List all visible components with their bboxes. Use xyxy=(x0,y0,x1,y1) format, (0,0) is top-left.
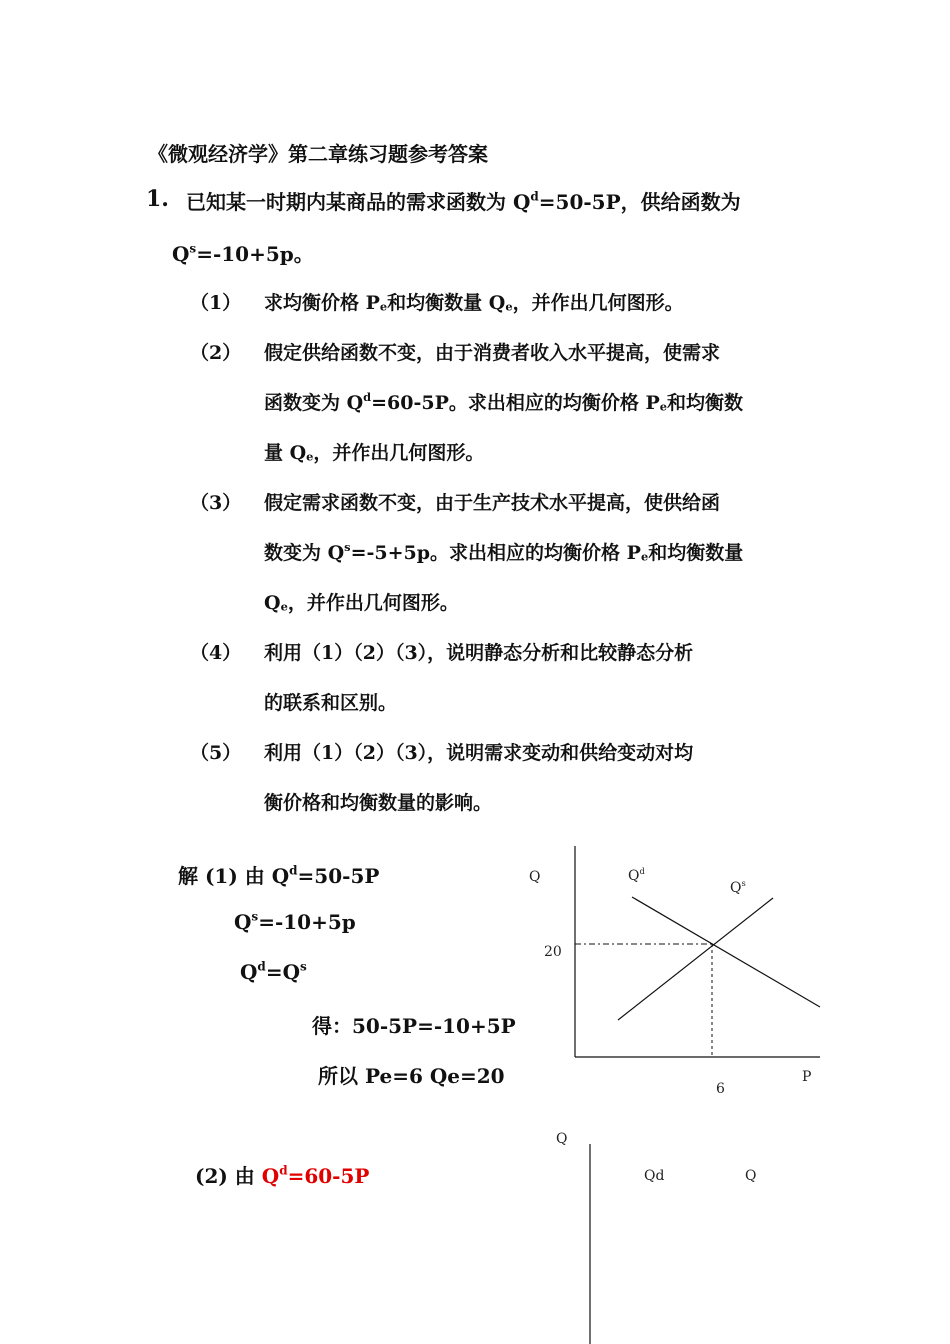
solution-1-line2: $Q^s=-10+5p$ xyxy=(234,909,356,934)
sub-question-5-line1: 利用（1）（2）（3），说明需求变动和供给变动对均 xyxy=(264,742,694,764)
sub-question-4-line1: 利用（1）（2）（3），说明静态分析和比较静态分析 xyxy=(264,642,694,664)
demand-curve-label: $Q^d$ xyxy=(628,866,645,884)
diagram-2-demand-label: Qd xyxy=(644,1168,665,1184)
solution-1-line3: $Q^d=Q^s$ xyxy=(240,959,307,984)
diagram-2-supply-label: Q xyxy=(745,1168,757,1184)
diagram-1-x-axis-label: P xyxy=(802,1069,812,1085)
sub-question-1-line1: 求均衡价格 $P_e$和均衡数量 $Q_e$，并作出几何图形。 xyxy=(264,292,684,314)
diagram-1-y-axis-label: Q xyxy=(529,869,541,885)
sub-question-2-line3: 量 $Q_e$，并作出几何图形。 xyxy=(264,442,485,464)
sub-question-4-line2: 的联系和区别。 xyxy=(264,692,398,714)
document-title: 《微观经济学》第二章练习题参考答案 xyxy=(148,142,488,166)
sub-question-number-1: （1） xyxy=(190,292,242,314)
sub-question-3-line2: 数变为 $Q^s=-5+5p$。求出相应的均衡价格 $P_e$和均衡数量 xyxy=(264,540,744,564)
question-text-line1: 已知某一时期内某商品的需求函数为 $Q^d=50-5P$，供给函数为 xyxy=(186,189,741,214)
sub-question-3-line1: 假定需求函数不变，由于生产技术水平提高，使供给函 xyxy=(264,492,721,514)
sub-question-5-line2: 衡价格和均衡数量的影响。 xyxy=(264,792,493,814)
question-number: 1. xyxy=(146,186,169,212)
diagram-2-y-axis-label: Q xyxy=(556,1131,568,1147)
sub-question-2-line1: 假定供给函数不变，由于消费者收入水平提高，使需求 xyxy=(264,342,721,364)
sub-question-2-line2: 函数变为 $Q^d=60-5P$。求出相应的均衡价格 $P_e$和均衡数 xyxy=(264,390,744,414)
sub-question-number-5: （5） xyxy=(190,742,242,764)
new-demand-function: $Q^d=60-5P$ xyxy=(261,1163,370,1188)
sub-question-number-4: （4） xyxy=(190,642,242,664)
supply-curve-label: $Q^s$ xyxy=(730,878,746,896)
x-tick-label: 6 xyxy=(716,1081,725,1097)
sub-question-number-2: （2） xyxy=(190,342,242,364)
solution-1-line1: 解 (1) 由 $Q^d=50-5P$ xyxy=(178,863,380,888)
sub-question-number-3: （3） xyxy=(190,492,242,514)
sub-question-3-line3: $Q_e$，并作出几何图形。 xyxy=(264,592,459,614)
question-text-line2: $Q^s=-10+5p$。 xyxy=(172,241,314,266)
solution-1-line4: 得：50-5P=-10+5P xyxy=(312,1014,516,1038)
solution-1-line5: 所以 Pe=6 Qe=20 xyxy=(318,1064,505,1088)
y-tick-label: 20 xyxy=(544,944,562,960)
solution-2-line1: (2) 由 $Q^d=60-5P$ xyxy=(195,1163,370,1188)
